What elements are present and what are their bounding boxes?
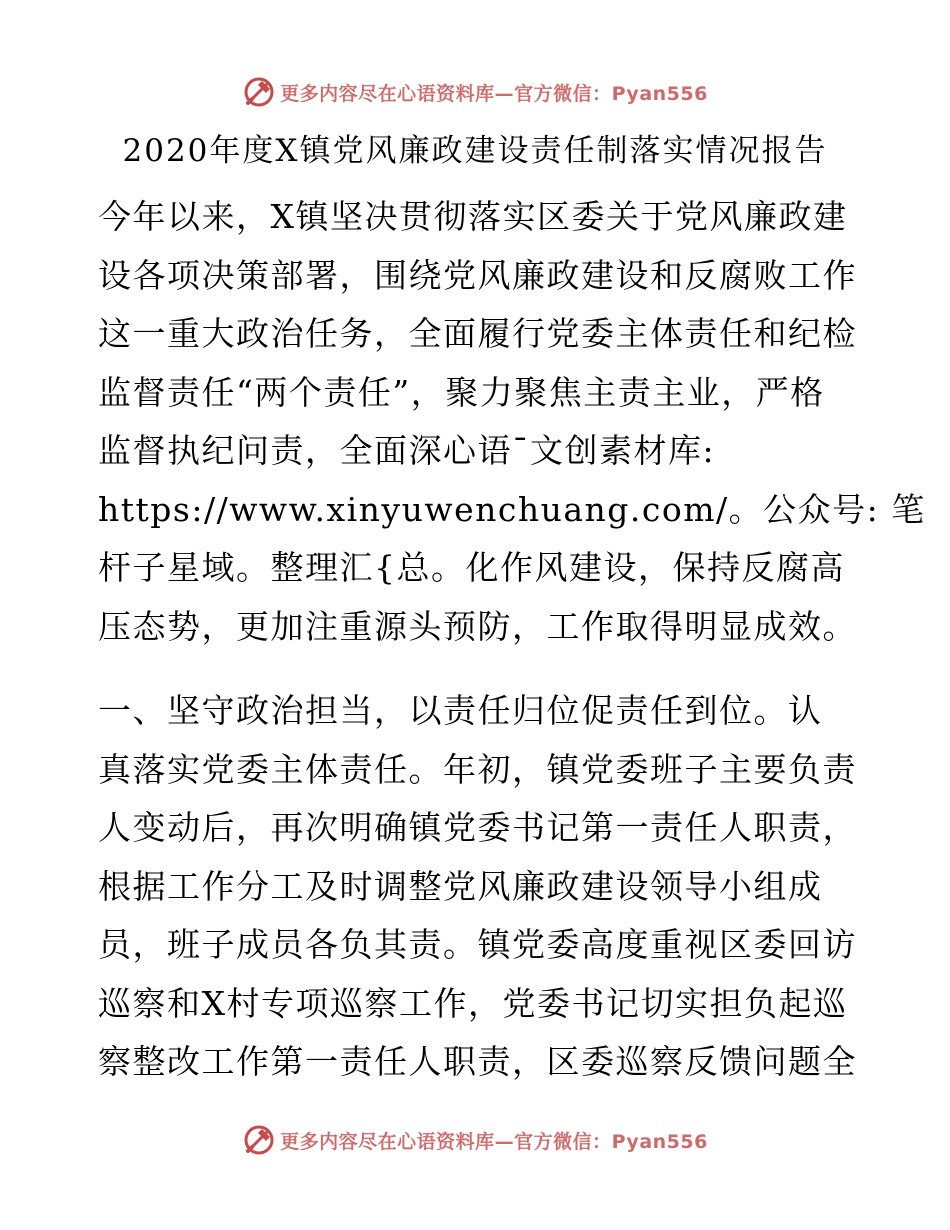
text-line: 真落实党委主体责任。年初，镇党委班子主要负责 [98,749,857,789]
text-line: 一、坚守政治担当，以责任归位促责任到位。认 [98,691,823,730]
text-line: 压态势，更加注重源头预防，工作取得明显成效。 [98,606,857,646]
footer-watermark [0,1120,950,1160]
text-line: 根据工作分工及时调整党风廉政建设领导小组成 [98,866,823,906]
brand-logo-icon [242,75,276,109]
paragraph-intro [98,188,926,656]
paragraph-section-one [98,682,858,1092]
document-title: 2020年度X镇党风廉政建设责任制落实情况报告 [122,133,828,169]
watermark-text: 更多内容尽在心语资料库—官方微信：Pyan556 [280,82,708,105]
watermark-text: 更多内容尽在心语资料库—官方微信：Pyan556 [280,1130,708,1153]
text-line: 这一重大政治任务，全面履行党委主体责任和纪检 [98,314,857,353]
text-line: 设各项决策部署，围绕党风廉政建设和反腐败工作 [98,255,857,295]
text-line: 杆子星域。整理汇{总。化作风建设，保持反腐高 [98,548,845,587]
text-line: 今年以来，X镇坚决贯彻落实区委关于党风廉政建 [98,197,848,236]
text-line: 巡察和X村专项巡察工作，党委书记切实担负起巡 [98,983,848,1023]
header-watermark [0,72,950,112]
text-line: 监督责任“两个责任”，聚力聚焦主责主业，严格 [98,372,825,412]
text-line: 员，班子成员各负其责。镇党委高度重视区委回访 [98,925,857,964]
text-line: 监督执纪问责，全面深心语¯文创素材库: [98,431,716,470]
text-line: 察整改工作第一责任人职责，区委巡察反馈问题全 [98,1042,857,1081]
text-line: 人变动后，再次明确镇党委书记第一责任人职责， [98,808,857,847]
brand-logo-icon [242,1123,276,1157]
text-line: https://www.xinyuwenchuang.com/。公众号: 笔 [98,489,926,529]
